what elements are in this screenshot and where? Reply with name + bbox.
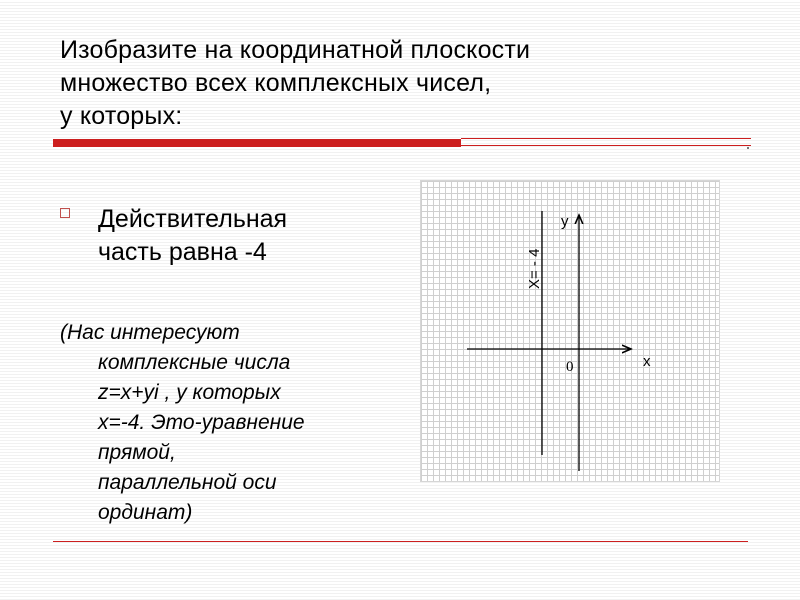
bullet-line: Действительная (98, 205, 288, 233)
title-line: Изобразите на координатной плоскости (60, 36, 531, 64)
note-line: параллельной оси (98, 471, 277, 494)
bottom-divider (53, 541, 748, 542)
bullet-square-icon (60, 208, 70, 218)
title-underline-thin-bottom (461, 145, 751, 146)
title-line: множество всех комплексных чисел, (60, 69, 492, 97)
coordinate-grid (420, 180, 720, 482)
bullet-text (98, 203, 398, 269)
origin-label: 0 (566, 359, 574, 375)
title-underline-thin-top (461, 138, 751, 139)
line-equation-label: X= - 4 (526, 248, 543, 289)
title-line: у которых: (60, 102, 183, 130)
note-line: x=-4. Это-уравнение (98, 411, 305, 434)
note-line: комплексные числа (98, 351, 291, 374)
y-axis-label: y (561, 213, 569, 230)
slide-title (60, 34, 740, 133)
x-axis-label: x (643, 353, 651, 370)
note-line: ординат) (98, 501, 193, 524)
bullet-line: часть равна -4 (98, 238, 267, 266)
title-underline-thick (53, 139, 461, 147)
note-line: z=x+yi , у которых (98, 381, 281, 404)
coordinate-plane (421, 181, 719, 481)
note-line: (Нас интересуют (60, 321, 240, 344)
note-line: прямой, (98, 441, 176, 464)
explanation-note (60, 318, 390, 528)
decorative-dot (747, 147, 749, 149)
